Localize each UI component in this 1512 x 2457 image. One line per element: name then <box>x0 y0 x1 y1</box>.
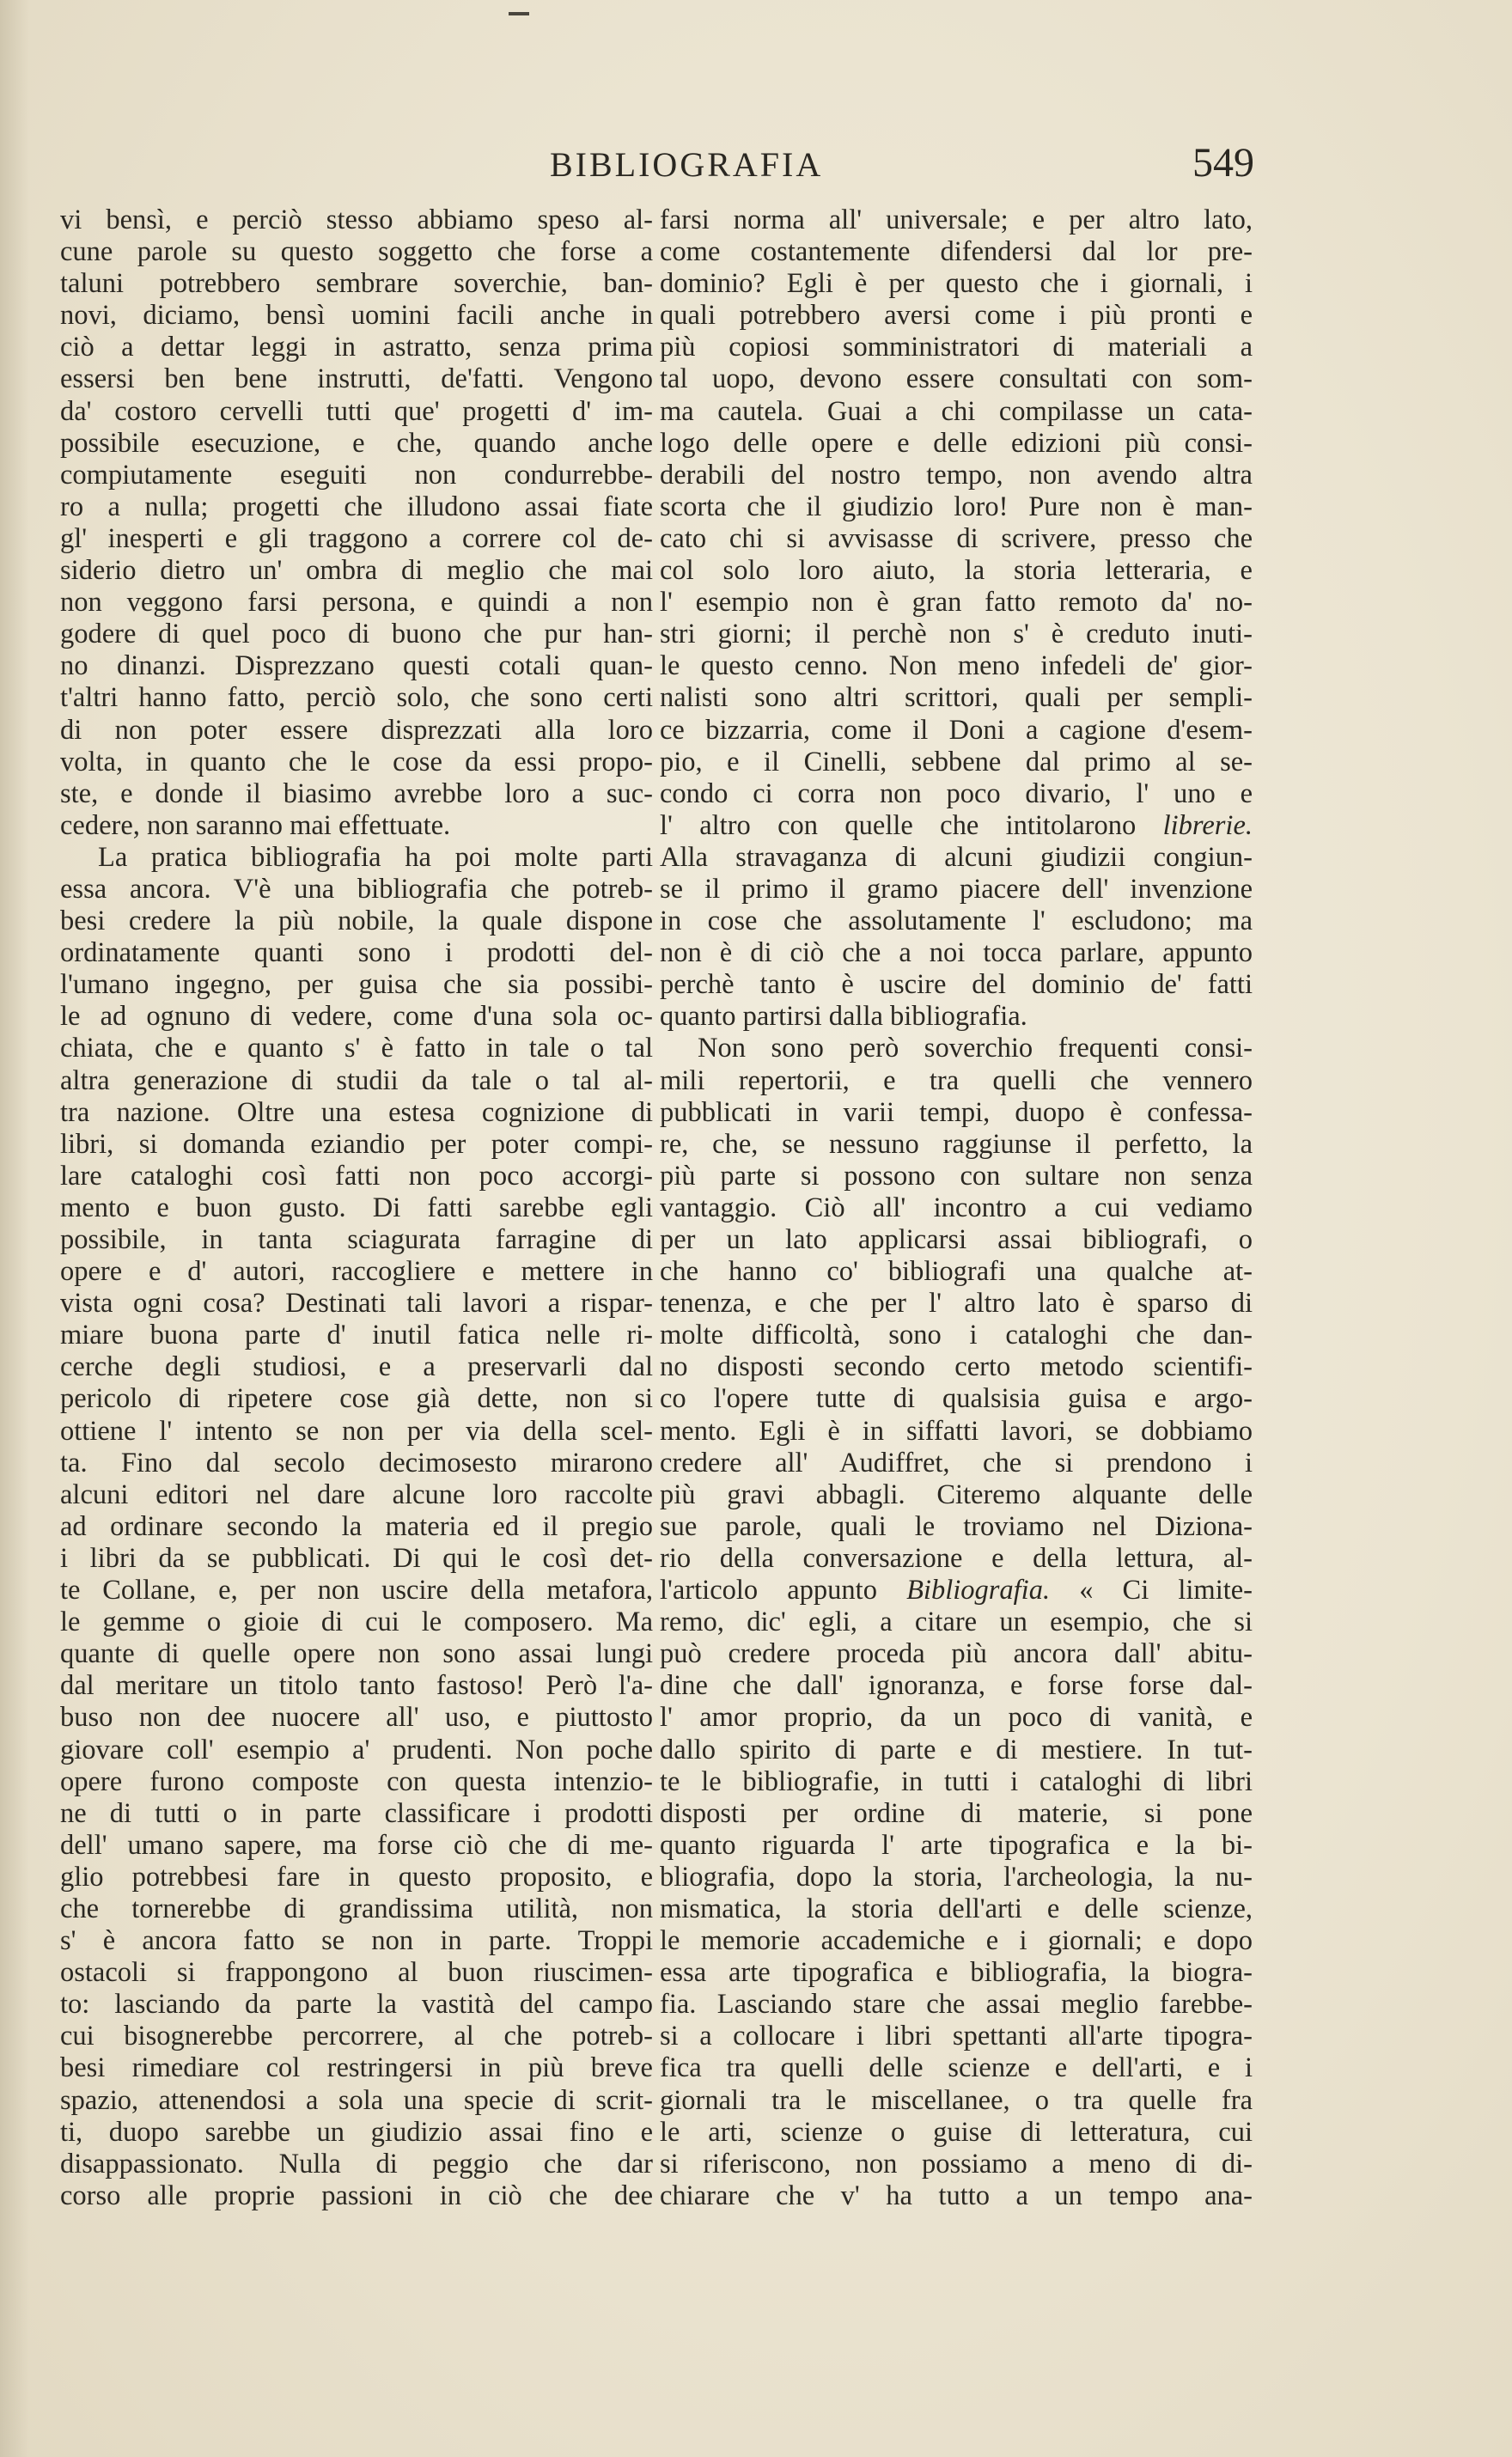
text-line <box>60 1351 653 1383</box>
line-text: lare cataloghi così fatti non poco accorgi- <box>60 1160 653 1192</box>
text-line <box>60 682 653 714</box>
text-line <box>60 2052 653 2084</box>
text-line <box>660 1288 1253 1320</box>
line-text: l' altro con quelle che intitolarono <box>660 809 1163 841</box>
text-line <box>60 1161 653 1192</box>
line-text: spazio, attenendosi a sola una specie di scrit- <box>60 2084 653 2116</box>
line-text: mismatica, la storia dell'arti e delle scienze, <box>660 1893 1253 1924</box>
line-text: essa arte tipografica e bibliografia, la biogra- <box>660 1957 1253 1989</box>
line-text: t'altri hanno fatto, perciò solo, che sono certi <box>60 682 653 714</box>
text-line <box>60 1957 653 1989</box>
text-line <box>660 1830 1253 1862</box>
text-line <box>660 1989 1253 2021</box>
line-text: vista ogni cosa? Destinati tali lavori a rispar- <box>60 1288 653 1320</box>
text-line <box>660 1670 1253 1702</box>
text-line <box>60 1065 653 1097</box>
line-text: La pratica bibliografia ha poi molte parti <box>98 841 653 873</box>
line-text: vi bensì, e perciò stesso abbiamo speso al- <box>60 204 653 235</box>
text-line <box>660 1893 1253 1925</box>
text-line <box>60 236 653 268</box>
text-line <box>60 1033 653 1064</box>
line-text: dominio? Egli è per questo che i giornali, i <box>660 268 1253 300</box>
text-line <box>660 1479 1253 1511</box>
text-line <box>60 1511 653 1543</box>
line-text: di non poter essere disprezzati alla loro <box>60 714 653 746</box>
line-text: l'umano ingegno, per guisa che sia possibi- <box>60 969 653 1001</box>
text-line <box>60 1893 653 1925</box>
line-text: come costantemente difendersi dal lor pre- <box>660 236 1253 268</box>
line-text: possibile, in tanta sciagurata farragine di <box>60 1224 653 1255</box>
line-text: to: lasciando da parte la vastità del campo <box>60 1989 653 2021</box>
line-text: besi credere la più nobile, la quale dispone <box>60 905 653 937</box>
line-text: giovare coll' esempio a' prudenti. Non poche <box>60 1734 653 1765</box>
text-line <box>660 842 1253 874</box>
line-text: tra nazione. Oltre una estesa cognizione di <box>60 1096 653 1128</box>
text-line <box>60 1320 653 1351</box>
text-line <box>660 1606 1253 1638</box>
text-line <box>660 1511 1253 1543</box>
line-text: non è di ciò che a noi tocca parlare, appunto <box>660 937 1253 969</box>
line-text: mili repertorii, e tra quelli che vennero <box>660 1064 1253 1096</box>
line-text: quanto partirsi dalla bibliografia. <box>660 1001 1027 1033</box>
line-text: co l'opere tutte di qualsisia guisa e argo- <box>660 1383 1253 1415</box>
text-line <box>660 396 1253 428</box>
line-text: pubblicati in varii tempi, duopo è confessa- <box>660 1096 1253 1128</box>
text-line <box>660 2180 1253 2212</box>
text-line <box>60 332 653 363</box>
line-text: farsi norma all' universale; e per altro lato, <box>660 204 1253 235</box>
line-text: mento e buon gusto. Di fatti sarebbe egli <box>60 1192 653 1223</box>
text-line <box>660 1862 1253 1893</box>
text-line <box>60 1416 653 1448</box>
text-line <box>60 1129 653 1161</box>
line-text: ro a nulla; progetti che illudono assai fiate <box>60 491 653 522</box>
line-text: quanto riguarda l' arte tipografica e la bi- <box>660 1829 1253 1861</box>
line-text: chiarare che v' ha tutto a un tempo ana- <box>660 2180 1253 2211</box>
text-line <box>60 1925 653 1957</box>
line-text: dallo spirito di parte e di mestiere. In tut- <box>660 1734 1253 1765</box>
line-text: ottiene l' intento se non per via della scel- <box>60 1415 653 1447</box>
text-line <box>660 523 1253 555</box>
text-line <box>60 1798 653 1830</box>
italic-title: librerie. <box>1162 809 1253 841</box>
line-text: mento. Egli è in siffatti lavori, se dobbiamo <box>660 1415 1253 1447</box>
line-text: possibile esecuzione, e che, quando anche <box>60 427 653 459</box>
text-line <box>60 1543 653 1575</box>
text-line <box>660 937 1253 969</box>
page-number: 549 <box>1192 140 1254 186</box>
line-text: Alla stravaganza di alcuni giudizii congiun- <box>660 841 1253 873</box>
text-line <box>660 587 1253 619</box>
text-line <box>60 1383 653 1415</box>
line-text: buso non dee nuocere all' uso, e piuttosto <box>60 1702 653 1734</box>
text-line <box>660 1129 1253 1161</box>
text-line <box>660 2085 1253 2117</box>
text-line <box>60 2117 653 2149</box>
ink-mark <box>509 12 529 15</box>
text-line <box>60 1989 653 2021</box>
text-line <box>660 650 1253 682</box>
line-text: le questo cenno. Non meno infedeli de' gior- <box>660 650 1253 682</box>
text-line <box>60 1766 653 1798</box>
line-text: le ad ognuno di vedere, come d'una sola oc- <box>60 1001 653 1033</box>
text-line <box>60 2180 653 2212</box>
text-line <box>660 460 1253 491</box>
line-text: cedere, non saranno mai effettuate. <box>60 809 451 841</box>
line-text: pio, e il Cinelli, sebbene dal primo al se- <box>660 746 1253 777</box>
line-text: più parte si possono con sultare non senza <box>660 1160 1253 1192</box>
text-line <box>660 204 1253 236</box>
text-line <box>60 1670 653 1702</box>
line-text: taluni potrebbero sembrare soverchie, ban- <box>60 268 653 300</box>
italic-title: Bibliografia. <box>906 1575 1051 1606</box>
line-text: derabili del nostro tempo, non avendo altra <box>660 459 1253 491</box>
text-line <box>60 650 653 682</box>
page-header <box>60 140 1254 196</box>
line-text: per un lato applicarsi assai bibliografi, o <box>660 1224 1253 1255</box>
line-text: disappassionato. Nulla di peggio che dar <box>60 2148 653 2180</box>
text-line <box>660 300 1253 332</box>
line-text: scorta che il giudizio loro! Pure non è man- <box>660 491 1253 522</box>
text-line <box>660 1735 1253 1766</box>
text-line <box>60 937 653 969</box>
line-text: opere furono composte con questa intenzio- <box>60 1765 653 1797</box>
text-line <box>60 460 653 491</box>
text-line <box>660 1161 1253 1192</box>
line-text: l'articolo appunto <box>660 1575 907 1606</box>
line-text: si riferiscono, non possiamo a meno di di- <box>660 2148 1253 2180</box>
line-text: miare buona parte d' inutil fatica nelle ri- <box>60 1320 653 1351</box>
text-line <box>660 1702 1253 1734</box>
left-text-column <box>60 204 653 2211</box>
line-text: remo, dic' egli, a citare un esempio, che si <box>660 1606 1253 1638</box>
line-text: se il primo il gramo piacere dell' invenzione <box>660 873 1253 905</box>
line-text: più copiosi somministratori di materiali a <box>660 332 1253 363</box>
binding-shadow <box>0 0 29 2457</box>
text-line <box>60 905 653 937</box>
line-text: cui bisognerebbe percorrere, al che potreb- <box>60 2021 653 2052</box>
text-line <box>660 1575 1253 1606</box>
text-line <box>60 1735 653 1766</box>
line-text: fia. Lasciando stare che assai meglio farebbe- <box>660 1989 1253 2021</box>
text-line <box>60 1097 653 1129</box>
text-line <box>660 1383 1253 1415</box>
text-line <box>60 874 653 905</box>
line-text: alcuni editori nel dare alcune loro raccolte <box>60 1478 653 1510</box>
line-text: cato chi si avvisasse di scrivere, presso che <box>660 522 1253 554</box>
text-line <box>60 1256 653 1288</box>
line-text: le arti, scienze o guise di letteratura, cui <box>660 2116 1253 2148</box>
text-line <box>60 1479 653 1511</box>
text-line <box>660 1065 1253 1097</box>
line-text: volta, in quanto che le cose da essi propo- <box>60 746 653 777</box>
line-text: dal meritare un titolo tanto fastoso! Però l'a- <box>60 1670 653 1702</box>
text-line <box>60 300 653 332</box>
line-text: sue parole, quali le troviamo nel Diziona- <box>660 1510 1253 1542</box>
line-text: glio potrebbesi fare in questo proposito, e <box>60 1861 653 1893</box>
line-text: che tornerebbe di grandissima utilità, non <box>60 1893 653 1924</box>
text-line <box>660 619 1253 650</box>
line-text: cerche degli studiosi, e a preservarli dal <box>60 1351 653 1383</box>
line-text: che hanno co' bibliografi una qualche at- <box>660 1256 1253 1288</box>
text-line <box>60 491 653 523</box>
text-line <box>660 1925 1253 1957</box>
line-text: molte difficoltà, sono i cataloghi che dan- <box>660 1320 1253 1351</box>
text-line <box>60 715 653 747</box>
line-text: « Ci limite- <box>1050 1575 1253 1606</box>
text-line <box>660 491 1253 523</box>
line-text: Non sono però soverchio frequenti consi- <box>698 1033 1253 1064</box>
text-line <box>660 1001 1253 1033</box>
line-text: tal uopo, devono essere consultati con som- <box>660 363 1253 395</box>
line-text: logo delle opere e delle edizioni più consi- <box>660 427 1253 459</box>
text-line <box>660 2149 1253 2180</box>
line-text: ordinatamente quanti sono i prodotti del- <box>60 937 653 969</box>
text-line <box>660 1320 1253 1351</box>
line-text: più gravi abbagli. Citeremo alquante delle <box>660 1478 1253 1510</box>
text-line <box>60 1224 653 1256</box>
text-line <box>60 1288 653 1320</box>
text-line <box>660 1416 1253 1448</box>
text-line <box>60 1575 653 1606</box>
text-line <box>60 842 653 874</box>
line-text: da' costoro cervelli tutti que' progetti d' im- <box>60 395 653 427</box>
line-text: ta. Fino dal secolo decimosesto mirarono <box>60 1447 653 1478</box>
text-line <box>660 1957 1253 1989</box>
line-text: credere all' Audiffret, che si prendono i <box>660 1447 1253 1478</box>
line-text: condo ci corra non poco divario, l' uno e <box>660 777 1253 809</box>
text-line <box>60 268 653 300</box>
line-text: ne di tutti o in parte classificare i prodotti <box>60 1797 653 1829</box>
text-line <box>60 969 653 1001</box>
text-line <box>60 555 653 587</box>
text-line <box>60 747 653 778</box>
text-line <box>660 778 1253 810</box>
line-text: corso alle proprie passioni in ciò che dee <box>60 2180 653 2211</box>
text-line <box>660 2117 1253 2149</box>
text-line <box>60 428 653 460</box>
line-text: ad ordinare secondo la materia ed il pregio <box>60 1510 653 1542</box>
text-line <box>660 715 1253 747</box>
line-text: gl' inesperti e gli traggono a correre col de- <box>60 522 653 554</box>
text-line <box>660 332 1253 363</box>
text-line <box>660 1033 1253 1064</box>
text-line <box>660 1543 1253 1575</box>
text-line <box>60 1702 653 1734</box>
text-line <box>660 1224 1253 1256</box>
text-line <box>660 874 1253 905</box>
text-line <box>60 1830 653 1862</box>
line-text: essersi ben bene instrutti, de'fatti. Vengono <box>60 363 653 395</box>
line-text: essa ancora. V'è una bibliografia che potreb- <box>60 873 653 905</box>
line-text: re, che, se nessuno raggiunse il perfetto, la <box>660 1128 1253 1160</box>
text-line <box>60 1606 653 1638</box>
line-text: dine che dall' ignoranza, e forse forse dal- <box>660 1670 1253 1702</box>
line-text: non veggono farsi persona, e quindi a non <box>60 587 653 619</box>
line-text: giornali tra le miscellanee, o tra quelle fra <box>660 2084 1253 2116</box>
line-text: l' esempio non è gran fatto remoto da' no- <box>660 587 1253 619</box>
text-line <box>660 969 1253 1001</box>
text-line <box>660 2052 1253 2084</box>
text-line <box>60 778 653 810</box>
line-text: le memorie accademiche e i giornali; e dopo <box>660 1925 1253 1957</box>
line-text: quante di quelle opere non sono assai lungi <box>60 1638 653 1670</box>
line-text: pericolo di ripetere cose già dette, non si <box>60 1383 653 1415</box>
line-text: dell' umano sapere, ma forse ciò che di me- <box>60 1829 653 1861</box>
line-text: vantaggio. Ciò all' incontro a cui vediamo <box>660 1192 1253 1223</box>
line-text: altra generazione di studii da tale o tal al- <box>60 1064 653 1096</box>
text-line <box>660 1766 1253 1798</box>
line-text: libri, si domanda eziandio per poter compi- <box>60 1128 653 1160</box>
running-title: BIBLIOGRAFIA <box>550 145 824 184</box>
line-text: nalisti sono altri scrittori, quali per sempli- <box>660 682 1253 714</box>
line-text: i libri da se pubblicati. Di qui le così det- <box>60 1542 653 1574</box>
line-text: ma cautela. Guai a chi compilasse un cata- <box>660 395 1253 427</box>
text-line <box>660 1097 1253 1129</box>
text-line <box>60 204 653 236</box>
text-line <box>660 905 1253 937</box>
line-text: disposti per ordine di materie, si pone <box>660 1797 1253 1829</box>
text-line <box>660 682 1253 714</box>
line-text: godere di quel poco di buono che pur han- <box>60 619 653 650</box>
text-line <box>660 1638 1253 1670</box>
line-text: opere e d' autori, raccogliere e mettere in <box>60 1256 653 1288</box>
line-text: fica tra quelli delle scienze e dell'arti, e i <box>660 2052 1253 2084</box>
text-line <box>660 555 1253 587</box>
line-text: in cose che assolutamente l' escludono; ma <box>660 905 1253 937</box>
line-text: bliografia, dopo la storia, l'archeologia, la nu- <box>660 1861 1253 1893</box>
text-line <box>60 396 653 428</box>
line-text: col solo loro aiuto, la storia letteraria, e <box>660 555 1253 587</box>
line-text: s' è ancora fatto se non in parte. Troppi <box>60 1925 653 1957</box>
text-line <box>60 2021 653 2052</box>
text-line <box>660 428 1253 460</box>
line-text: ste, e donde il biasimo avrebbe loro a suc- <box>60 777 653 809</box>
line-text: ti, duopo sarebbe un giudizio assai fino e <box>60 2116 653 2148</box>
text-line <box>60 1192 653 1224</box>
text-line <box>660 747 1253 778</box>
line-text: stri giorni; il perchè non s' è creduto inuti- <box>660 619 1253 650</box>
line-text: tenenza, e che per l' altro lato è sparso di <box>660 1288 1253 1320</box>
line-text: le gemme o gioie di cui le composero. Ma <box>60 1606 653 1638</box>
text-line <box>660 810 1253 842</box>
text-line <box>660 1798 1253 1830</box>
line-text: siderio dietro un' ombra di meglio che mai <box>60 555 653 587</box>
text-line <box>60 2149 653 2180</box>
line-text: rio della conversazione e della lettura, al- <box>660 1542 1253 1574</box>
line-text: besi rimediare col restringersi in più breve <box>60 2052 653 2084</box>
line-text: cune parole su questo soggetto che forse a <box>60 236 653 268</box>
text-line <box>60 2085 653 2117</box>
line-text: compiutamente eseguiti non condurrebbe- <box>60 459 653 491</box>
text-line <box>60 810 653 842</box>
line-text: ostacoli si frappongono al buon riuscimen- <box>60 1957 653 1989</box>
line-text: te le bibliografie, in tutti i cataloghi di libri <box>660 1765 1253 1797</box>
text-line <box>660 1448 1253 1479</box>
line-text: perchè tanto è uscire del dominio de' fatti <box>660 969 1253 1001</box>
text-line <box>60 1448 653 1479</box>
text-line <box>60 363 653 395</box>
line-text: può credere proceda più ancora dall' abitu- <box>660 1638 1253 1670</box>
text-line <box>60 1001 653 1033</box>
text-line <box>660 363 1253 395</box>
right-text-column <box>660 204 1253 2211</box>
text-line <box>60 523 653 555</box>
line-text: no dinanzi. Disprezzano questi cotali quan- <box>60 650 653 682</box>
text-line <box>660 1351 1253 1383</box>
line-text: novi, diciamo, bensì uomini facili anche in <box>60 300 653 332</box>
text-line <box>60 587 653 619</box>
text-line <box>660 1192 1253 1224</box>
line-text: te Collane, e, per non uscire della metafora, <box>60 1575 653 1606</box>
text-line <box>660 2021 1253 2052</box>
text-line <box>60 1862 653 1893</box>
text-line <box>60 619 653 650</box>
text-line <box>660 236 1253 268</box>
line-text: quali potrebbero aversi come i più pronti e <box>660 300 1253 332</box>
line-text: l' amor proprio, da un poco di vanità, e <box>660 1702 1253 1734</box>
line-text: no disposti secondo certo metodo scientifi- <box>660 1351 1253 1383</box>
line-text: ce bizzarria, come il Doni a cagione d'esem- <box>660 714 1253 746</box>
line-text: ciò a dettar leggi in astratto, senza prima <box>60 332 653 363</box>
line-text: si a collocare i libri spettanti all'arte tipogra- <box>660 2021 1253 2052</box>
text-line <box>60 1638 653 1670</box>
line-text: chiata, che e quanto s' è fatto in tale o tal <box>60 1033 653 1064</box>
text-line <box>660 268 1253 300</box>
text-line <box>660 1256 1253 1288</box>
